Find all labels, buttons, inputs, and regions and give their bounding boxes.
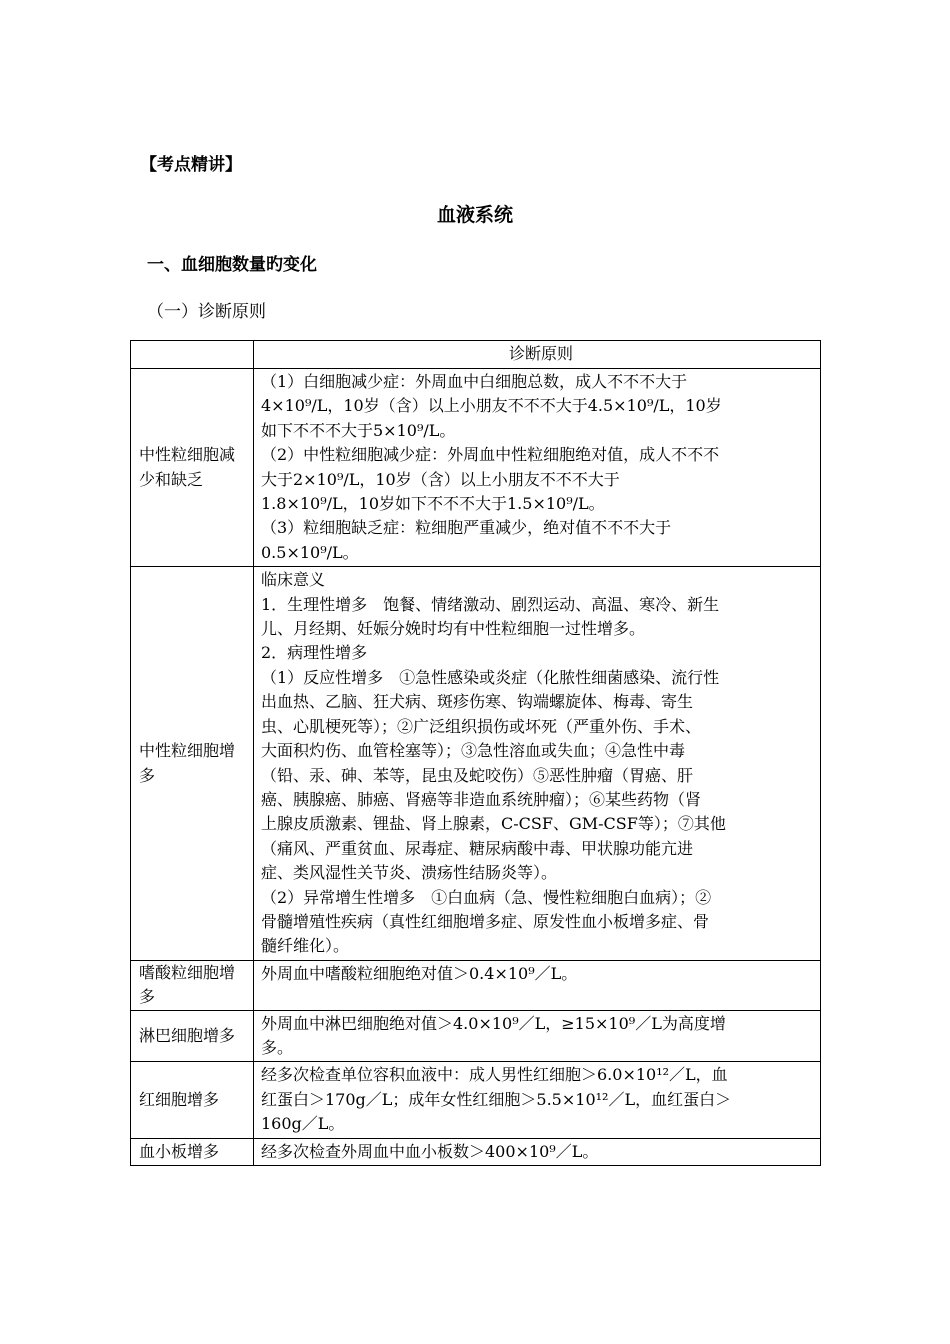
content-line: （1）白细胞减少症：外周血中白细胞总数，成人不不不大于 <box>261 372 688 391</box>
row-label: 红细胞增多 <box>131 1062 254 1138</box>
row-content <box>254 960 821 1010</box>
row-content <box>254 1138 821 1165</box>
table-row <box>131 960 821 1010</box>
table-row <box>131 1062 821 1138</box>
content-line: 症、类风湿性关节炎、溃疡性结肠炎等）。 <box>261 863 558 883</box>
content-line: 虫、心肌梗死等）；②广泛组织损伤或坏死（严重外伤、手术、 <box>261 716 702 736</box>
table-header-empty <box>131 341 254 369</box>
content-line: 髓纤维化）。 <box>261 936 350 956</box>
content-line: 临床意义 <box>261 570 326 590</box>
content-line: 0.5×10⁹/L。 <box>261 542 359 562</box>
diagnosis-table <box>130 340 821 1166</box>
subsection-heading: （一）诊断原则 <box>147 302 266 322</box>
content-line: 骨髓增殖性疾病（真性红细胞增多症、原发性血小板增多症、骨 <box>261 911 710 931</box>
row-content <box>254 369 821 567</box>
content-line: 4×10⁹/L，10岁（含）以上小朋友不不不大于4.5×10⁹/L，10岁 <box>261 396 722 416</box>
document-title: 血液系统 <box>436 204 513 226</box>
content-line: 1．生理性增多 饱餐、情绪激动、剧烈运动、高温、寒冷、新生 <box>261 594 720 614</box>
table-row <box>131 369 821 567</box>
content-line: 1.8×10⁹/L，10岁如下不不不大于1.5×10⁹/L。 <box>261 494 605 514</box>
content-line: （1）反应性增多 ①急性感染或炎症（化脓性细菌感染、流行性 <box>261 667 720 687</box>
content-line: 大于2×10⁹/L，10岁（含）以上小朋友不不不大于 <box>261 469 620 489</box>
row-label: 淋巴细胞增多 <box>131 1010 254 1062</box>
table-header-criteria: 诊断原则 <box>254 341 821 369</box>
table-header-row <box>131 341 821 369</box>
content-line: 大面积灼伤、血管栓塞等）；③急性溶血或失血；④急性中毒 <box>261 741 686 761</box>
content-line: （2）中性粒细胞减少症：外周血中性粒细胞绝对值，成人不不不 <box>261 445 720 465</box>
content-line: 如下不不不大于5×10⁹/L。 <box>261 420 456 440</box>
row-content <box>254 567 821 961</box>
row-label: 中性粒细胞增多 <box>131 567 254 961</box>
table-row <box>131 567 821 961</box>
content-line: 红蛋白＞170g／L；成年女性红细胞＞5.5×10¹²／L，血红蛋白＞ <box>261 1089 732 1109</box>
content-line: 出血热、乙脑、狂犬病、斑疹伤寒、钩端螺旋体、梅毒、寄生 <box>261 692 694 712</box>
row-label: 嗜酸粒细胞增多 <box>131 960 254 1010</box>
content-line: （3）粒细胞缺乏症：粒细胞严重减少，绝对值不不不大于 <box>261 518 672 538</box>
row-label: 中性粒细胞减少和缺乏 <box>131 369 254 567</box>
content-line: 外周血中淋巴细胞绝对值＞4.0×10⁹／L，≥15×10⁹／L为高度增 <box>261 1013 726 1033</box>
content-line: （痛风、严重贫血、尿毒症、糖尿病酸中毒、甲状腺功能亢进 <box>261 838 694 858</box>
row-label: 血小板增多 <box>131 1138 254 1165</box>
content-line: 上腺皮质激素、锂盐、肾上腺素，C-CSF、GM-CSF等）；⑦其他 <box>261 814 726 834</box>
table-row <box>131 1138 821 1165</box>
section-tag: 【考点精讲】 <box>140 155 242 175</box>
content-line: 160g／L。 <box>261 1114 345 1134</box>
content-line: 2．病理性增多 <box>261 643 368 663</box>
table-body <box>131 369 821 1166</box>
content-line: 儿、月经期、妊娠分娩时均有中性粒细胞一过性增多。 <box>261 619 646 639</box>
content-line: （铅、汞、砷、苯等，昆虫及蛇咬伤）⑤恶性肿瘤（胃癌、肝 <box>261 765 694 785</box>
table-row <box>131 1010 821 1062</box>
content-line: 经多次检查单位容积血液中：成人男性红细胞＞6.0×10¹²／L，血 <box>261 1065 728 1085</box>
section-heading: 一、血细胞数量旳变化 <box>147 255 317 275</box>
row-content <box>254 1010 821 1062</box>
content-line: （2）异常增生性增多 ①白血病（急、慢性粒细胞白血病）；② <box>261 887 712 907</box>
content-line: 经多次检查外周血中血小板数＞400×10⁹／L。 <box>261 1141 599 1161</box>
content-line: 多。 <box>261 1037 294 1057</box>
content-line: 外周血中嗜酸粒细胞绝对值＞0.4×10⁹／L。 <box>261 963 578 983</box>
row-content <box>254 1062 821 1138</box>
content-line: 癌、胰腺癌、肺癌、肾癌等非造血系统肿瘤）；⑥某些药物（肾 <box>261 789 702 809</box>
